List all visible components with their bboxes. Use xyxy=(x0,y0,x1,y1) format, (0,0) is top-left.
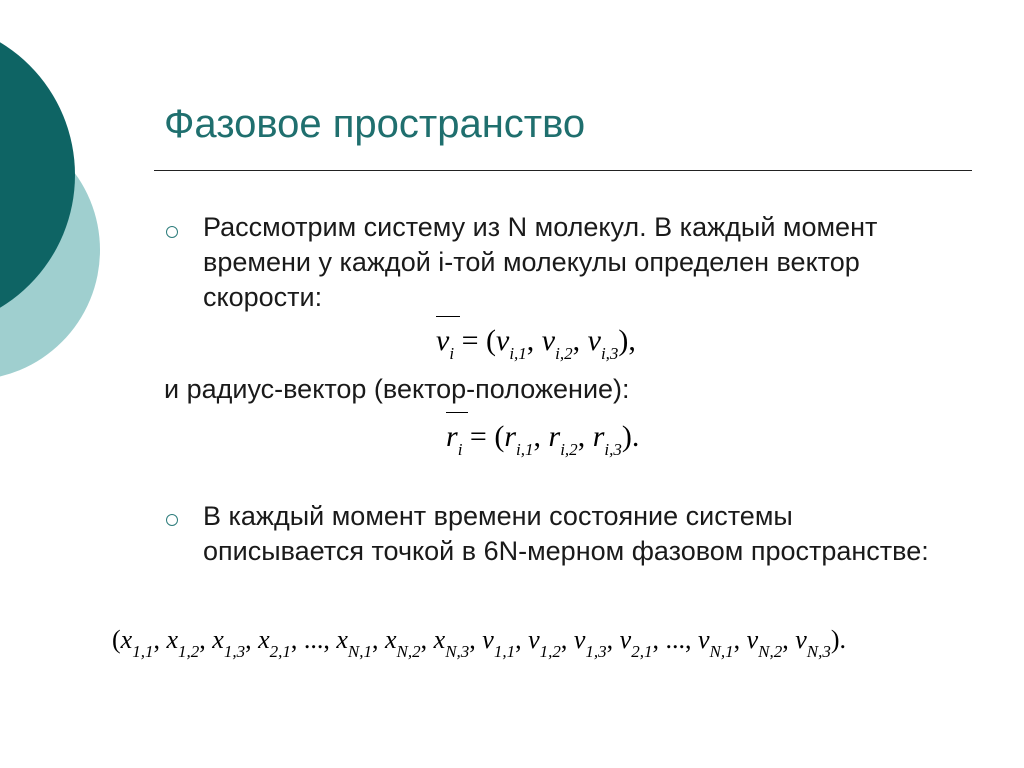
component-symbol: r xyxy=(548,420,561,453)
paren: ( xyxy=(112,625,121,654)
separator: , xyxy=(533,420,549,453)
coordinate-symbol: x xyxy=(166,625,179,654)
separator: , xyxy=(323,625,337,654)
component-symbol: r xyxy=(592,420,605,453)
separator: ), xyxy=(618,324,636,357)
coordinate-symbol: x xyxy=(258,625,270,654)
separator: ). xyxy=(830,625,847,654)
separator: , xyxy=(733,625,747,654)
separator: , xyxy=(652,625,666,654)
coordinate-symbol: v xyxy=(697,625,710,654)
separator: , xyxy=(684,625,698,654)
separator: , xyxy=(199,625,213,654)
coordinate-index: N,2 xyxy=(396,642,421,661)
separator: , xyxy=(526,324,542,357)
coordinate-index: N,1 xyxy=(709,642,734,661)
separator: , xyxy=(606,625,620,654)
vector-index: i xyxy=(449,344,455,363)
component-symbol: v xyxy=(587,324,601,357)
separator: , xyxy=(153,625,167,654)
coordinate-symbol: v xyxy=(746,625,759,654)
separator: , xyxy=(560,625,574,654)
coordinate-index: N,2 xyxy=(758,642,783,661)
vector-index: i xyxy=(457,440,463,459)
component-symbol: r xyxy=(504,420,517,453)
component-index: i,3 xyxy=(604,440,622,459)
vector-symbol: r xyxy=(446,420,458,453)
component-index: i,2 xyxy=(555,344,573,363)
separator: , xyxy=(782,625,796,654)
coordinate-index: 2,1 xyxy=(269,642,291,661)
bullet-icon xyxy=(166,226,178,238)
separator: , xyxy=(245,625,259,654)
coordinate-symbol: v xyxy=(573,625,586,654)
vector-bar xyxy=(436,324,455,363)
coordinate-index: 1,1 xyxy=(493,642,516,661)
coordinate-index: 1,2 xyxy=(178,642,200,661)
component-index: i,2 xyxy=(560,440,578,459)
coordinate-index: N,3 xyxy=(445,642,470,661)
formula-velocity xyxy=(436,324,636,363)
coordinate-symbol: v xyxy=(619,625,632,654)
coordinate-symbol: x xyxy=(336,625,348,654)
coordinate-symbol: v xyxy=(795,625,807,654)
component-index: i,1 xyxy=(509,344,527,363)
coordinate-index: 1,1 xyxy=(132,642,154,661)
coordinate-symbol: x xyxy=(120,625,133,654)
equals-sign: = ( xyxy=(454,324,496,357)
coordinate-symbol: x xyxy=(433,625,446,654)
decorative-circles xyxy=(0,0,110,420)
vector-symbol: v xyxy=(436,324,450,357)
separator: , xyxy=(290,625,304,654)
coordinate-symbol: x xyxy=(212,625,224,654)
coordinate-index: 1,3 xyxy=(585,642,607,661)
separator: , xyxy=(372,625,385,654)
coordinate-index: N,1 xyxy=(347,642,372,661)
bullet-1-text: Рассмотрим систему из N молекул. В каждый момент времени у каждой i-той молекулы определен вектор скорости: xyxy=(203,212,878,312)
separator: , xyxy=(572,324,588,357)
component-index: i,1 xyxy=(516,440,534,459)
equals-sign: = ( xyxy=(462,420,505,453)
bullet-icon xyxy=(166,514,178,526)
separator: , xyxy=(469,625,483,654)
formula-phase-point xyxy=(112,625,847,661)
ellipsis: ... xyxy=(665,625,685,654)
component-index: i,3 xyxy=(600,344,619,363)
ellipsis: ... xyxy=(303,625,324,654)
title-divider xyxy=(154,170,972,171)
separator: , xyxy=(420,625,434,654)
coordinate-symbol: x xyxy=(385,625,397,654)
separator: , xyxy=(577,420,593,453)
coordinate-index: 1,3 xyxy=(223,642,246,661)
coordinate-index: 2,1 xyxy=(631,642,653,661)
coordinate-symbol: v xyxy=(482,625,494,654)
radius-text: и радиус-вектор (вектор-положение): xyxy=(164,374,630,404)
separator: ). xyxy=(621,420,640,453)
component-symbol: v xyxy=(541,324,556,357)
vector-bar xyxy=(446,420,463,459)
bullet-2-text: В каждый момент времени состояние системы описывается точкой в 6N-мерном фазовом пространстве: xyxy=(203,501,929,566)
coordinate-index: N,3 xyxy=(806,642,831,661)
component-symbol: v xyxy=(495,324,510,357)
coordinate-symbol: v xyxy=(528,625,540,654)
separator: , xyxy=(515,625,529,654)
formula-radius xyxy=(446,420,640,459)
slide-title: Фазовое пространство xyxy=(164,102,586,146)
coordinate-index: 1,2 xyxy=(539,642,561,661)
